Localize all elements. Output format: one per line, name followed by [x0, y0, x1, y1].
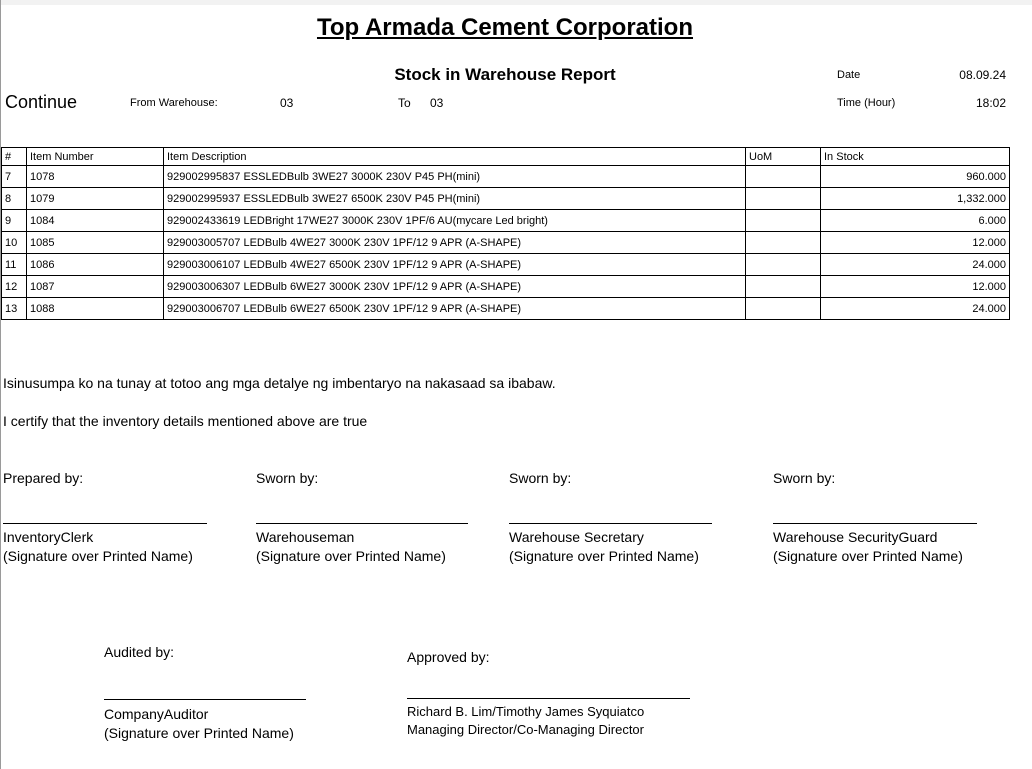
approved-by-label: Approved by: [407, 649, 490, 665]
table-row [2, 188, 1010, 210]
certification-english: I certify that the inventory details mentioned above are true [3, 413, 368, 429]
report-title: Stock in Warehouse Report [394, 65, 616, 84]
continue-label: Continue [5, 92, 78, 112]
row-in-stock: 1,332.000 [821, 188, 1010, 210]
row-uom [746, 254, 821, 276]
sworn-by-label-3: Sworn by: [773, 470, 836, 486]
row-no: 12 [2, 276, 27, 298]
table-row [2, 276, 1010, 298]
sworn-by-label-2: Sworn by: [509, 470, 572, 486]
row-description: 929003006707 LEDBulb 6WE27 6500K 230V 1PF/12 9 APR (A-SHAPE) [164, 298, 746, 320]
table-header-row [2, 148, 1010, 166]
table-row [2, 298, 1010, 320]
row-uom [746, 210, 821, 232]
row-description: 929003006307 LEDBulb 6WE27 3000K 230V 1PF/12 9 APR (A-SHAPE) [164, 276, 746, 298]
row-uom [746, 232, 821, 254]
row-no: 10 [2, 232, 27, 254]
sworn-by-signature-line-1 [256, 523, 468, 524]
row-uom [746, 166, 821, 188]
table-row [2, 232, 1010, 254]
approver-titles: Managing Director/Co-Managing Director [407, 722, 644, 737]
row-in-stock: 12.000 [821, 276, 1010, 298]
audited-by-label: Audited by: [104, 644, 175, 660]
row-in-stock: 12.000 [821, 232, 1010, 254]
date-label: Date [837, 69, 861, 81]
to-warehouse-value: 03 [430, 96, 444, 110]
row-no: 8 [2, 188, 27, 210]
row-item-number: 1088 [27, 298, 164, 320]
row-item-number: 1085 [27, 232, 164, 254]
prepared-by-role: InventoryClerk [3, 529, 94, 545]
row-uom [746, 276, 821, 298]
row-item-number: 1079 [27, 188, 164, 210]
row-no: 7 [2, 166, 27, 188]
col-header-in-stock: In Stock [821, 148, 1010, 166]
col-header-item-number: Item Number [27, 148, 164, 166]
prepared-by-signature-line [3, 523, 207, 524]
sworn-by-label-1: Sworn by: [256, 470, 319, 486]
prepared-by-label: Prepared by: [3, 470, 84, 486]
left-border [0, 0, 1, 769]
col-header-description: Item Description [164, 148, 746, 166]
sworn-by-role-3: Warehouse SecurityGuard [773, 529, 938, 545]
row-description: 929002995837 ESSLEDBulb 3WE27 3000K 230V P45 PH(mini) [164, 166, 746, 188]
sworn-by-note-1: (Signature over Printed Name) [256, 548, 446, 564]
row-uom [746, 298, 821, 320]
row-item-number: 1086 [27, 254, 164, 276]
row-item-number: 1084 [27, 210, 164, 232]
row-description: 929002433619 LEDBright 17WE27 3000K 230V 1PF/6 AU(mycare Led bright) [164, 210, 746, 232]
from-warehouse-value: 03 [280, 96, 294, 110]
approved-by-signature-line [407, 698, 690, 699]
row-description: 929002995937 ESSLEDBulb 3WE27 6500K 230V P45 PH(mini) [164, 188, 746, 210]
col-header-no: # [2, 148, 27, 166]
row-in-stock: 960.000 [821, 166, 1010, 188]
approver-names: Richard B. Lim/Timothy James Syquiatco [407, 704, 645, 719]
col-header-uom: UoM [746, 148, 821, 166]
row-description: 929003006107 LEDBulb 4WE27 6500K 230V 1PF/12 9 APR (A-SHAPE) [164, 254, 746, 276]
date-value: 08.09.24 [959, 68, 1006, 82]
row-in-stock: 6.000 [821, 210, 1010, 232]
table-row [2, 166, 1010, 188]
to-warehouse-label: To [398, 96, 411, 110]
audited-by-role: CompanyAuditor [104, 706, 209, 722]
row-item-number: 1078 [27, 166, 164, 188]
row-item-number: 1087 [27, 276, 164, 298]
prepared-by-note: (Signature over Printed Name) [3, 548, 193, 564]
row-no: 13 [2, 298, 27, 320]
sworn-by-note-2: (Signature over Printed Name) [509, 548, 699, 564]
row-in-stock: 24.000 [821, 298, 1010, 320]
row-description: 929003005707 LEDBulb 4WE27 3000K 230V 1PF/12 9 APR (A-SHAPE) [164, 232, 746, 254]
row-no: 9 [2, 210, 27, 232]
row-uom [746, 188, 821, 210]
row-in-stock: 24.000 [821, 254, 1010, 276]
time-value: 18:02 [975, 96, 1006, 110]
certification-filipino: Isinusumpa ko na tunay at totoo ang mga detalye ng imbentaryo na nakasaad sa ibabaw. [3, 375, 556, 391]
from-warehouse-label: From Warehouse: [130, 97, 218, 109]
sworn-by-signature-line-2 [509, 523, 712, 524]
top-border [0, 0, 1032, 5]
table-row [2, 210, 1010, 232]
table-row [2, 254, 1010, 276]
sworn-by-role-2: Warehouse Secretary [509, 529, 644, 545]
row-no: 11 [2, 254, 27, 276]
audited-by-signature-line [104, 699, 306, 700]
audited-by-note: (Signature over Printed Name) [104, 725, 294, 741]
stock-table [1, 147, 1010, 320]
sworn-by-note-3: (Signature over Printed Name) [773, 548, 963, 564]
sworn-by-signature-line-3 [773, 523, 977, 524]
time-label: Time (Hour) [837, 97, 896, 109]
company-title: Top Armada Cement Corporation [316, 14, 694, 41]
sworn-by-role-1: Warehouseman [256, 529, 355, 545]
